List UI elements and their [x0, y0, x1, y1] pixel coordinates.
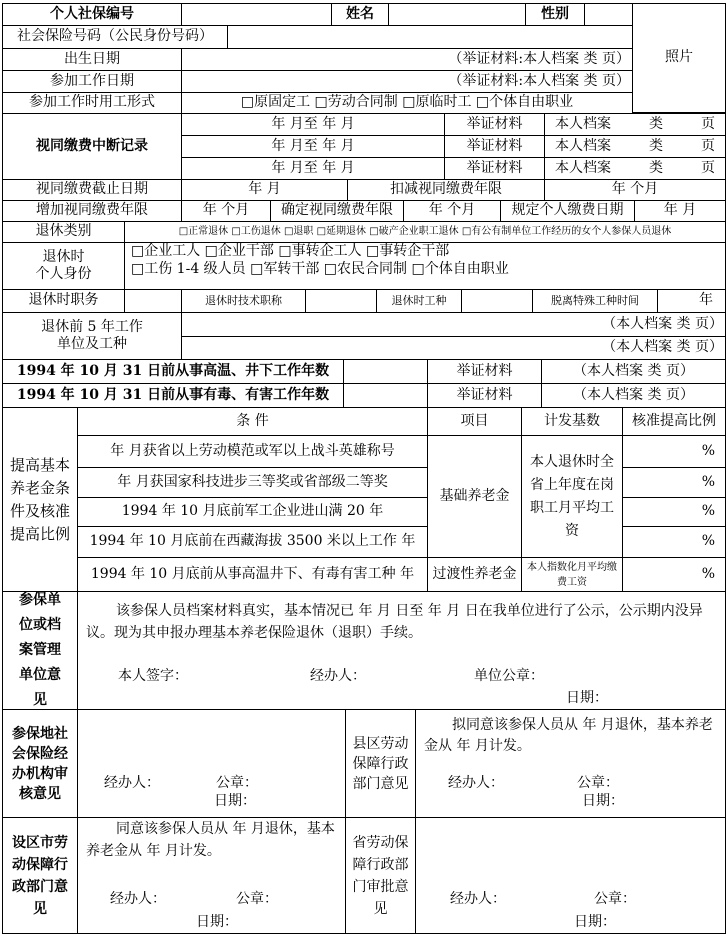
- interrupt-doc-1: [544, 113, 726, 136]
- personal-id-label: 个人社保编号: [2, 3, 182, 26]
- page-text: 页: [701, 137, 715, 154]
- deduct-label: 扣减视同缴费年限: [347, 179, 545, 201]
- birth-evidence: （举证材料:本人档案 类 页）: [181, 48, 633, 71]
- gender-value[interactable]: [584, 3, 633, 26]
- tech-title-value[interactable]: [305, 289, 377, 313]
- county-handler: 经办人：: [448, 775, 504, 791]
- hazard-toxic-label: 1994 年 10 月 31 日前从事有毒、有害工作年数: [2, 383, 344, 408]
- doc-text: 本人档案: [555, 137, 611, 154]
- province-box[interactable]: [415, 817, 726, 934]
- city-seal: 公章：: [236, 891, 278, 907]
- position-value[interactable]: [124, 289, 182, 313]
- agency-handler: 经办人：: [104, 775, 160, 791]
- sign-date: 日期：: [566, 690, 608, 706]
- personal-pay-label: 规定个人缴费日期: [500, 200, 635, 222]
- interrupt-period-1: 年 月至 年 月: [181, 113, 445, 136]
- personal-id-value[interactable]: [181, 3, 332, 26]
- add-years-label: 增加视同缴费年限: [2, 200, 182, 222]
- prior-work-label: [2, 312, 182, 360]
- unit-opinion-label: 参保单位或档案管理单位意见: [2, 591, 78, 710]
- raise-col-base: 计发基数: [521, 407, 623, 436]
- ratio-1[interactable]: %: [622, 435, 726, 468]
- social-id-value[interactable]: [227, 25, 633, 49]
- cutoff-value: 年 月: [181, 179, 348, 201]
- prior-work-evidence-1: （本人档案 类 页）: [181, 312, 726, 337]
- type-text: 类: [649, 159, 663, 176]
- tech-title-label: 退休时技术职称: [181, 289, 306, 313]
- retire-type-options[interactable]: □正常退休 □工伤退休 □退职 □延期退休 □破产企业职工退休 □有公有制单位工作经历的女个人参保人员退休: [124, 221, 726, 243]
- city-handler: 经办人：: [110, 891, 166, 907]
- gender-label: 性别: [525, 3, 585, 26]
- name-value[interactable]: [388, 3, 526, 26]
- county-label: 县区劳动保障行政部门意见: [345, 709, 416, 818]
- interrupt-period-3: 年 月至 年 月: [181, 157, 445, 180]
- raise-col-ratio: 核准提高比例: [622, 407, 726, 436]
- province-date: 日期：: [574, 914, 616, 930]
- identity-label-1: 退休时: [42, 248, 85, 265]
- doc-text: 本人档案: [555, 159, 611, 176]
- interrupt-doc-3: [544, 157, 726, 180]
- deduct-value: 年 个月: [544, 179, 726, 201]
- prior-work-label-1: 退休前 5 年工作: [41, 318, 143, 335]
- identity-label: [2, 242, 125, 290]
- ratio-2[interactable]: %: [622, 467, 726, 498]
- raise-col-item: 项目: [427, 407, 522, 436]
- city-label: 设区市劳动保障行政部门意见: [2, 817, 78, 934]
- city-date: 日期：: [196, 914, 238, 930]
- work-start-label: 参加工作日期: [2, 70, 182, 93]
- prior-work-evidence-2: （本人档案 类 页）: [181, 336, 726, 360]
- social-id-label: 社会保险号码（公民身份号码）: [2, 25, 228, 49]
- page-text: 页: [701, 159, 715, 176]
- birth-label: 出生日期: [2, 48, 182, 71]
- interrupt-doc-2: [544, 135, 726, 158]
- prior-work-label-2: 单位及工种: [57, 336, 127, 352]
- county-text: 拟同意该参保人员从 年 月退休，基本养老金从 年 月计发。: [424, 717, 713, 754]
- work-type-label: 退休时工种: [376, 289, 462, 313]
- hazard-heat-doc: （本人档案 类 页）: [541, 359, 726, 384]
- employment-form-options[interactable]: □原固定工 □劳动合同制 □原临时工 □个体自由职业: [181, 92, 633, 114]
- sign-seal: 单位公章：: [474, 668, 544, 684]
- province-seal: 公章：: [594, 891, 636, 907]
- hazard-toxic-evidence: 举证材料: [427, 383, 542, 408]
- hazard-heat-label: 1994 年 10 月 31 日前从事高温、井下工作年数: [2, 359, 344, 384]
- base-basic: 本人退休时全省上年度在岗职工月平均工资: [521, 435, 623, 558]
- identity-options[interactable]: [124, 242, 726, 290]
- county-seal: 公章：: [577, 775, 619, 791]
- base-transition: 本人指数化月平均缴费工资: [521, 557, 623, 592]
- page-text: 页: [701, 115, 715, 132]
- agency-seal: 公章：: [216, 775, 258, 791]
- interrupt-evidence-2: 举证材料: [444, 135, 545, 158]
- position-label: 退休时职务: [2, 289, 125, 313]
- interrupt-evidence-1: 举证材料: [444, 113, 545, 136]
- confirm-years-label: 确定视同缴费年限: [270, 200, 404, 222]
- special-time-label: 脱离特殊工种时间: [532, 289, 658, 313]
- retire-type-label: 退休类别: [2, 221, 125, 243]
- interrupt-evidence-3: 举证材料: [444, 157, 545, 180]
- confirm-years-value: 年 个月: [403, 200, 501, 222]
- employment-form-label: 参加工作时用工形式: [2, 92, 182, 114]
- photo-box: 照片: [632, 3, 726, 113]
- item-transition-pension: 过渡性养老金: [427, 557, 522, 592]
- identity-line-1[interactable]: □企业工人 □企业干部 □事转企工人 □事转企干部: [131, 243, 450, 259]
- raise-condition-1: 年 月获省以上劳动模范或军以上战斗英雄称号: [77, 435, 428, 468]
- raise-side-label: 提高基本养老金条件及核准提高比例: [2, 407, 78, 592]
- agency-date: 日期：: [214, 793, 256, 809]
- agency-label: 参保地社会保险经办机构审核意见: [2, 709, 78, 818]
- work-start-evidence: （举证材料:本人档案 类 页）: [181, 70, 633, 93]
- raise-condition-5: 1994 年 10 月底前从事高温井下、有毒有害工种 年: [77, 557, 428, 592]
- hazard-heat-evidence: 举证材料: [427, 359, 542, 384]
- name-label: 姓名: [331, 3, 389, 26]
- sign-self: 本人签字：: [118, 668, 188, 684]
- raise-condition-3: 1994 年 10 月底前军工企业进山满 20 年: [77, 497, 428, 527]
- special-time-value: 年: [657, 289, 726, 313]
- hazard-heat-value[interactable]: [343, 359, 428, 384]
- raise-condition-2: 年 月获国家科技进步三等奖或省部级二等奖: [77, 467, 428, 498]
- province-handler: 经办人：: [450, 891, 506, 907]
- ratio-5[interactable]: %: [622, 557, 726, 592]
- province-label: 省劳动保障行政部门审批意见: [345, 817, 416, 934]
- agency-box[interactable]: [77, 709, 346, 818]
- unit-opinion-text: 该参保人员档案材料真实，基本情况已 年 月 日至 年 月 日在我单位进行了公示，公示期内没异议。现为其申报办理基本养老保险退休（退职）手续。: [86, 603, 703, 641]
- item-basic-pension: 基础养老金: [427, 435, 522, 558]
- hazard-toxic-doc: （本人档案 类 页）: [541, 383, 726, 408]
- cutoff-label: 视同缴费截止日期: [2, 179, 182, 201]
- ratio-3[interactable]: %: [622, 497, 726, 527]
- interrupt-label: 视同缴费中断记录: [2, 113, 182, 180]
- sign-handler: 经办人：: [310, 668, 366, 684]
- ratio-4[interactable]: %: [622, 526, 726, 558]
- work-type-value[interactable]: [461, 289, 533, 313]
- type-text: 类: [649, 137, 663, 154]
- add-years-value: 年 个月: [181, 200, 271, 222]
- raise-col-condition: 条 件: [77, 407, 428, 436]
- interrupt-period-2: 年 月至 年 月: [181, 135, 445, 158]
- doc-text: 本人档案: [555, 115, 611, 132]
- personal-pay-value: 年 月: [634, 200, 726, 222]
- city-text: 同意该参保人员从 年 月退休，基本养老金从 年 月计发。: [86, 821, 335, 859]
- raise-condition-4: 1994 年 10 月底前在西藏海拔 3500 米以上工作 年: [77, 526, 428, 558]
- county-date: 日期：: [582, 793, 624, 809]
- identity-line-2[interactable]: □工伤 1-4 级人员 □军转干部 □农民合同制 □个体自由职业: [131, 260, 509, 277]
- identity-label-2: 个人身份: [35, 266, 92, 282]
- hazard-toxic-value[interactable]: [343, 383, 428, 408]
- type-text: 类: [649, 115, 663, 132]
